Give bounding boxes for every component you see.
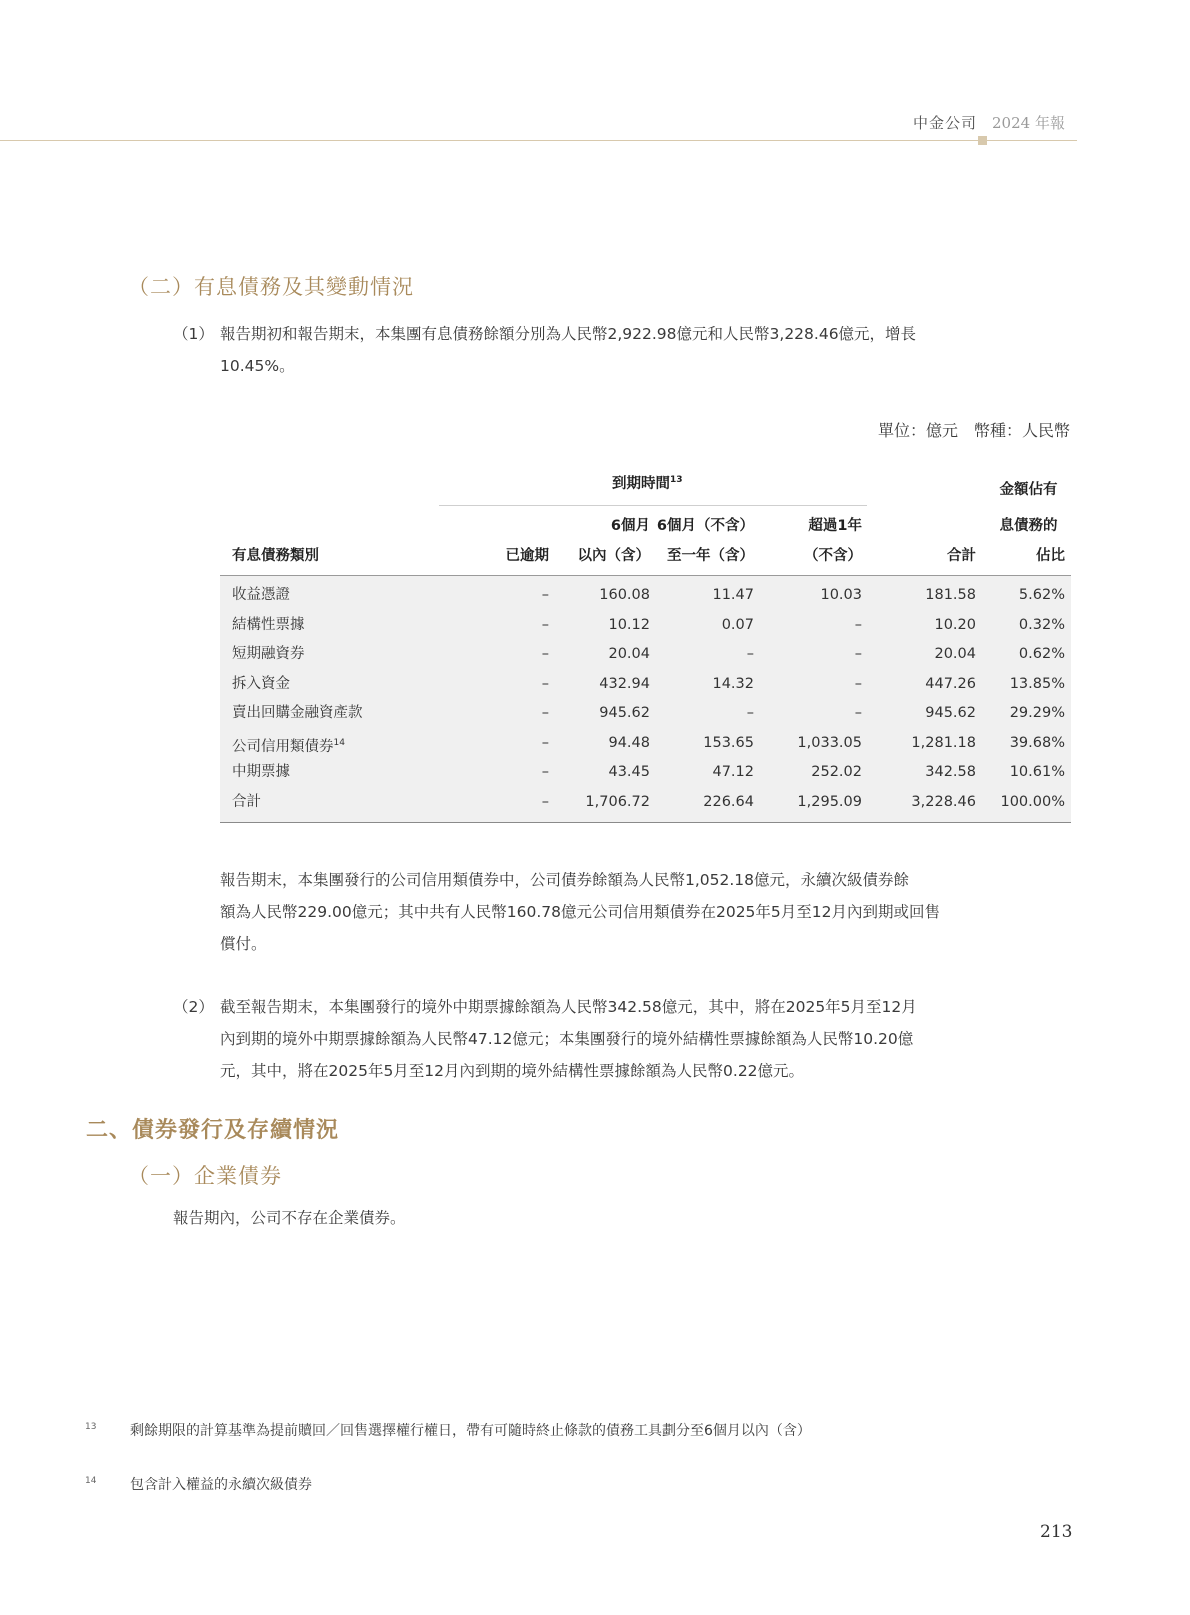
cell-category-text: 拆入資金 [232, 675, 290, 692]
header-rule [0, 140, 1077, 141]
cell-m6: 1,706.72 [585, 793, 650, 810]
cell-category [232, 788, 261, 818]
cell-y1: 1,033.05 [797, 734, 862, 751]
col-overdue: 已逾期 [505, 548, 549, 564]
footnote-13-text: 剩餘期限的計算基準為提前贖回／回售選擇權行權日，帶有可隨時終止條款的債務工具劃分至6個月以內（含） [130, 1423, 811, 1439]
cell-total: 3,228.46 [911, 793, 976, 810]
cell-overdue: – [541, 646, 549, 662]
cell-y1: 10.03 [820, 587, 862, 603]
cell-m6y: 14.32 [712, 675, 754, 692]
table-row [220, 699, 1071, 729]
cell-category [232, 640, 305, 670]
item1-paragraph [220, 318, 1071, 382]
cell-y1: – [854, 646, 862, 662]
enterprise-bonds-text: 報告期內，公司不存在企業債券。 [173, 1209, 406, 1227]
cell-pct: 10.61% [1009, 764, 1065, 780]
cell-category-text: 結構性票據 [232, 616, 305, 633]
cell-pct: 5.62% [1018, 587, 1065, 603]
col-6m-1y-line1: 6個月（不含） [656, 518, 754, 534]
group-header-maturity [612, 472, 683, 493]
cell-overdue: – [541, 705, 549, 721]
footnote-14-number: 14 [85, 1476, 97, 1486]
group-header-label: 到期時間 [612, 476, 670, 492]
unit-label: 單位：億元 幣種：人民幣 [877, 421, 1070, 440]
col-total: 合計 [947, 548, 976, 564]
col-over-1y-line1: 超過1年 [808, 518, 862, 534]
cell-category [232, 611, 305, 641]
col-6m-line1: 6個月 [610, 518, 650, 534]
section-title-interest-bearing-debt: （二）有息債務及其變動情況 [128, 275, 414, 299]
cell-total: 10.20 [934, 616, 976, 633]
footnote-13-number: 13 [85, 1422, 97, 1432]
page-number: 213 [1040, 1522, 1073, 1542]
cell-m6y: 47.12 [712, 764, 754, 780]
cell-m6: 10.12 [608, 616, 650, 633]
cell-y1: – [854, 616, 862, 633]
cell-total: 1,281.18 [911, 734, 976, 751]
table-row [220, 611, 1071, 641]
col-category: 有息債務類別 [232, 548, 319, 564]
cell-category-text: 中期票據 [232, 764, 290, 780]
cell-overdue: – [541, 675, 549, 692]
group-header-footnote-ref: 13 [670, 475, 683, 486]
cell-overdue: – [541, 793, 549, 810]
cell-category [232, 758, 290, 788]
cell-m6y: 0.07 [721, 616, 754, 633]
table-body [220, 576, 1071, 823]
item2-paragraph [220, 991, 1071, 1087]
header-company: 中金公司 [913, 114, 978, 132]
table-row [220, 581, 1071, 611]
cell-m6: 20.04 [608, 646, 650, 662]
col-pct-line1: 金額佔有 [999, 482, 1058, 498]
col-over-1y-line2: （不含） [804, 548, 862, 564]
cell-pct: 29.29% [1009, 705, 1065, 721]
table-row [220, 788, 1071, 818]
header-report-title: 2024 年報 [992, 114, 1065, 132]
cell-total: 20.04 [934, 646, 976, 662]
cell-overdue: – [541, 764, 549, 780]
cell-pct: 100.00% [1000, 793, 1065, 810]
table-row [220, 729, 1071, 759]
cell-footnote-ref: 14 [333, 737, 345, 748]
cell-m6: 945.62 [599, 705, 650, 721]
note-line3: 償付。 [220, 935, 267, 953]
cell-overdue: – [541, 734, 549, 751]
cell-category [232, 699, 363, 729]
item1-line1: 報告期初和報告期末，本集團有息債務餘額分別為人民幣2,922.98億元和人民幣3,228.46億元，增長 [220, 325, 917, 343]
cell-total: 945.62 [925, 705, 976, 721]
cell-m6y: – [746, 646, 754, 662]
col-pct-line2: 息債務的 [999, 518, 1058, 534]
col-6m-line2: 以內（含） [577, 548, 650, 564]
header-square-marker [978, 136, 987, 145]
cell-m6: 43.45 [608, 764, 650, 780]
cell-overdue: – [541, 616, 549, 633]
item1-line2: 10.45%。 [220, 357, 295, 375]
cell-total: 181.58 [925, 587, 976, 603]
footnote-14-text: 包含計入權益的永續次級債券 [130, 1477, 312, 1493]
note-line1: 報告期末，本集團發行的公司信用類債券中，公司債券餘額為人民幣1,052.18億元，永續次級債券餘 [220, 871, 910, 889]
cell-y1: – [854, 675, 862, 692]
cell-overdue: – [541, 587, 549, 603]
cell-pct: 0.62% [1018, 646, 1065, 662]
cell-m6y: 11.47 [712, 587, 754, 603]
note-paragraph [220, 864, 1071, 960]
cell-category-text: 公司信用類債券 [232, 738, 334, 755]
subsection-title-enterprise-bonds: （一）企業債券 [128, 1164, 282, 1188]
cell-category-text: 收益憑證 [232, 587, 290, 603]
cell-total: 342.58 [925, 764, 976, 780]
table-row [220, 670, 1071, 700]
cell-y1: – [854, 705, 862, 721]
cell-pct: 0.32% [1018, 616, 1065, 633]
cell-m6y: 226.64 [703, 793, 754, 810]
cell-m6y: 153.65 [703, 734, 754, 751]
cell-m6y: – [746, 705, 754, 721]
cell-m6: 160.08 [599, 587, 650, 603]
note-line2: 額為人民幣229.00億元；其中共有人民幣160.78億元公司信用類債券在2025年5月至12月內到期或回售 [220, 903, 941, 921]
cell-y1: 1,295.09 [797, 793, 862, 810]
table-row [220, 640, 1071, 670]
cell-pct: 39.68% [1009, 734, 1065, 751]
cell-total: 447.26 [925, 675, 976, 692]
item2-line3: 元，其中，將在2025年5月至12月內到期的境外結構性票據餘額為人民幣0.22億元。 [220, 1062, 805, 1080]
cell-category [232, 729, 345, 762]
item2-number: （2） [173, 998, 214, 1016]
cell-m6: 432.94 [599, 675, 650, 692]
cell-category [232, 670, 290, 700]
section-title-bond-issuance: 二、債券發行及存續情況 [86, 1118, 340, 1143]
cell-category-text: 短期融資券 [232, 646, 305, 662]
cell-pct: 13.85% [1009, 675, 1065, 692]
col-pct-line3: 佔比 [1036, 548, 1065, 564]
item2-line2: 內到期的境外中期票據餘額為人民幣47.12億元；本集團發行的境外結構性票據餘額為人民幣10.20億 [220, 1030, 914, 1048]
table-row [220, 758, 1071, 788]
cell-y1: 252.02 [811, 764, 862, 780]
cell-category-text: 合計 [232, 793, 261, 810]
cell-category-text: 賣出回購金融資產款 [232, 705, 363, 721]
col-6m-1y-line2: 至一年（含） [667, 548, 754, 564]
group-header-rule [439, 505, 867, 506]
cell-category [232, 581, 290, 611]
item2-line1: 截至報告期末，本集團發行的境外中期票據餘額為人民幣342.58億元，其中，將在2025年5月至12月 [220, 998, 917, 1016]
item1-number: （1） [173, 325, 214, 343]
cell-m6: 94.48 [608, 734, 650, 751]
